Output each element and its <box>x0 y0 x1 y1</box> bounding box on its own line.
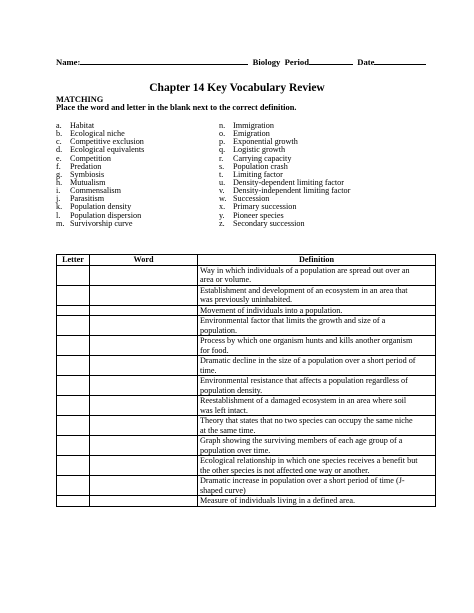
definition-line: Dramatic increase in population over a short period of time (J- <box>200 476 405 486</box>
word-bank-word: Mutualism <box>70 177 106 187</box>
word-answer-cell[interactable] <box>90 396 198 416</box>
word-bank-letter: p. <box>219 137 226 147</box>
word-bank-word: Population dispersion <box>70 210 142 220</box>
table-row <box>57 436 436 456</box>
word-bank-word: Secondary succession <box>233 218 305 228</box>
definition-line: Dramatic decline in the size of a population over a short period of <box>200 356 416 366</box>
word-bank-letter: z. <box>219 218 225 228</box>
letter-answer-cell[interactable] <box>57 496 90 506</box>
table-row <box>57 396 436 416</box>
definition-line: Reestablishment of a damaged ecosystem in an area where soil <box>200 396 407 406</box>
table-body <box>57 266 436 507</box>
word-bank-word: Logistic growth <box>233 145 286 155</box>
definition-line: Establishment and development of an ecosystem in an area that <box>200 286 408 295</box>
definition-column-header: Definition <box>198 255 436 266</box>
word-bank-letter: b. <box>56 129 63 139</box>
table-row <box>57 286 436 306</box>
letter-answer-cell[interactable] <box>57 286 90 306</box>
word-answer-cell[interactable] <box>90 336 198 356</box>
word-bank-letter: i. <box>56 186 61 196</box>
word-bank-word: Limiting factor <box>233 169 283 179</box>
definition-line: time. <box>200 365 217 375</box>
word-bank-left <box>56 122 144 228</box>
letter-answer-cell[interactable] <box>57 396 90 416</box>
definition-line: Environmental resistance that affects a population regardless of <box>200 376 408 386</box>
word-bank-letter: g. <box>56 169 63 179</box>
matching-table <box>56 254 436 507</box>
section-label: MATCHING <box>56 95 104 104</box>
definition-line: shaped curve) <box>200 485 246 495</box>
word-bank-right <box>219 122 350 228</box>
word-bank-word: Emigration <box>233 129 270 139</box>
definition-line: Measure of individuals living in a defined area. <box>200 496 356 506</box>
definition-line: Way in which individuals of a population are spread out over an <box>200 266 410 275</box>
word-answer-cell[interactable] <box>90 476 198 496</box>
table-row <box>57 356 436 376</box>
word-bank-letter: q. <box>219 145 226 155</box>
word-bank-letter: r. <box>219 153 224 163</box>
word-bank-letter: a. <box>56 121 62 130</box>
table-row <box>57 266 436 286</box>
word-bank-word: Competitive exclusion <box>70 137 144 147</box>
table-row <box>57 456 436 476</box>
word-bank-word: Density-dependent limiting factor <box>233 177 344 187</box>
letter-answer-cell[interactable] <box>57 436 90 456</box>
word-bank-letter: u. <box>219 177 226 187</box>
letter-answer-cell[interactable] <box>57 336 90 356</box>
page-title: Chapter 14 Key Vocabulary Review <box>149 82 325 94</box>
letter-answer-cell[interactable] <box>57 476 90 496</box>
student-info-header <box>56 56 426 67</box>
word-bank-letter: f. <box>56 161 61 171</box>
word-answer-cell[interactable] <box>90 456 198 476</box>
word-bank-word: Competition <box>70 153 111 163</box>
word-bank-letter: x. <box>219 202 226 212</box>
period-blank[interactable] <box>309 56 353 65</box>
word-answer-cell[interactable] <box>90 316 198 336</box>
word-bank-word: Habitat <box>70 121 95 130</box>
definition-line: Process by which one organism hunts and kills another organism <box>200 336 413 346</box>
word-bank-word: Exponential growth <box>233 137 298 147</box>
course-label: Biology <box>252 57 281 67</box>
word-bank-letter: j. <box>56 194 61 204</box>
word-bank-letter: s. <box>219 161 225 171</box>
word-bank-letter: c. <box>56 137 62 147</box>
word-column-header: Word <box>90 255 198 266</box>
word-bank-word: Population density <box>70 202 132 212</box>
word-bank-word: Primary succession <box>233 202 297 212</box>
definition-cell <box>198 376 436 396</box>
word-bank-word: Succession <box>233 194 270 204</box>
definition-line: population density. <box>200 385 263 395</box>
word-bank-word: Survivorship curve <box>70 218 133 228</box>
instructions: Place the word and letter in the blank next to the correct definition. <box>56 103 297 112</box>
word-bank-letter: d. <box>56 145 63 155</box>
table-row <box>57 476 436 496</box>
name-blank[interactable] <box>80 56 248 65</box>
word-bank-word: Predation <box>70 161 102 171</box>
letter-answer-cell[interactable] <box>57 316 90 336</box>
definition-line: was left intact. <box>200 405 248 415</box>
letter-answer-cell[interactable] <box>57 356 90 376</box>
word-bank-letter: t. <box>219 169 224 179</box>
word-bank-word: Symbiosis <box>70 169 105 179</box>
word-answer-cell[interactable] <box>90 286 198 306</box>
definition-cell <box>198 416 436 436</box>
letter-answer-cell[interactable] <box>57 266 90 286</box>
definition-line: the other species is not affected one way or another. <box>200 465 370 475</box>
definition-line: at the same time. <box>200 425 256 435</box>
word-answer-cell[interactable] <box>90 496 198 506</box>
word-bank-letter: o. <box>219 129 226 139</box>
definition-line: Ecological relationship in which one species receives a benefit but <box>200 456 418 466</box>
word-bank-item <box>56 220 144 228</box>
letter-answer-cell[interactable] <box>57 376 90 396</box>
definition-line: Theory that states that no two species can occupy the same niche <box>200 416 413 426</box>
table-row <box>57 336 436 356</box>
name-label: Name: <box>56 57 81 67</box>
word-bank-letter: k. <box>56 202 63 212</box>
word-answer-cell[interactable] <box>90 436 198 456</box>
table-row <box>57 496 436 506</box>
word-bank-word: Ecological niche <box>70 129 125 139</box>
definition-line: was previously uninhabited. <box>200 295 293 305</box>
letter-answer-cell[interactable] <box>57 416 90 436</box>
word-answer-cell[interactable] <box>90 376 198 396</box>
definition-line: for food. <box>200 345 229 355</box>
word-bank-word: Pioneer species <box>233 210 284 220</box>
table-row <box>57 416 436 436</box>
definition-cell <box>198 396 436 416</box>
word-answer-cell[interactable] <box>90 266 198 286</box>
word-bank-letter: l. <box>56 210 61 220</box>
word-bank-word: Parasitism <box>70 194 105 204</box>
definition-cell <box>198 496 436 506</box>
definition-line: Graph showing the surviving members of each age group of a <box>200 436 403 446</box>
definition-cell <box>198 456 436 476</box>
word-bank-letter: n. <box>219 121 226 130</box>
word-bank-word: Ecological equivalents <box>70 145 145 155</box>
word-bank-letter: y. <box>219 210 225 220</box>
letter-answer-cell[interactable] <box>57 306 90 316</box>
definition-line: Environmental factor that limits the growth and size of a <box>200 316 386 326</box>
definition-cell <box>198 476 436 496</box>
word-answer-cell[interactable] <box>90 416 198 436</box>
definition-cell <box>198 356 436 376</box>
word-answer-cell[interactable] <box>90 306 198 316</box>
word-bank-letter: w. <box>219 194 227 204</box>
word-bank-item <box>219 220 350 228</box>
word-bank-letter: m. <box>56 218 65 228</box>
word-bank-word: Population crash <box>233 161 288 171</box>
definition-line: population. <box>200 325 238 335</box>
date-blank[interactable] <box>374 56 426 65</box>
word-bank-word: Carrying capacity <box>233 153 292 163</box>
word-answer-cell[interactable] <box>90 356 198 376</box>
table-header-row <box>57 255 436 266</box>
word-bank-letter: v. <box>219 186 225 196</box>
definition-line: area or volume. <box>200 275 252 285</box>
definition-cell <box>198 286 436 306</box>
period-label: Period <box>284 57 309 67</box>
word-bank-letter: e. <box>56 153 62 163</box>
definition-cell <box>198 306 436 316</box>
definition-cell <box>198 316 436 336</box>
letter-column-header: Letter <box>57 255 90 266</box>
definition-cell <box>198 266 436 286</box>
definition-line: Movement of individuals into a population. <box>200 306 343 315</box>
definition-cell <box>198 336 436 356</box>
word-bank-word: Immigration <box>233 121 274 130</box>
table-row <box>57 306 436 316</box>
definition-line: population over time. <box>200 445 271 455</box>
word-bank-letter: h. <box>56 177 63 187</box>
date-label: Date <box>357 57 375 67</box>
table-row <box>57 316 436 336</box>
letter-answer-cell[interactable] <box>57 456 90 476</box>
word-bank-word: Commensalism <box>70 186 121 196</box>
word-bank-word: Density-independent limiting factor <box>233 186 351 196</box>
table-row <box>57 376 436 396</box>
definition-cell <box>198 436 436 456</box>
